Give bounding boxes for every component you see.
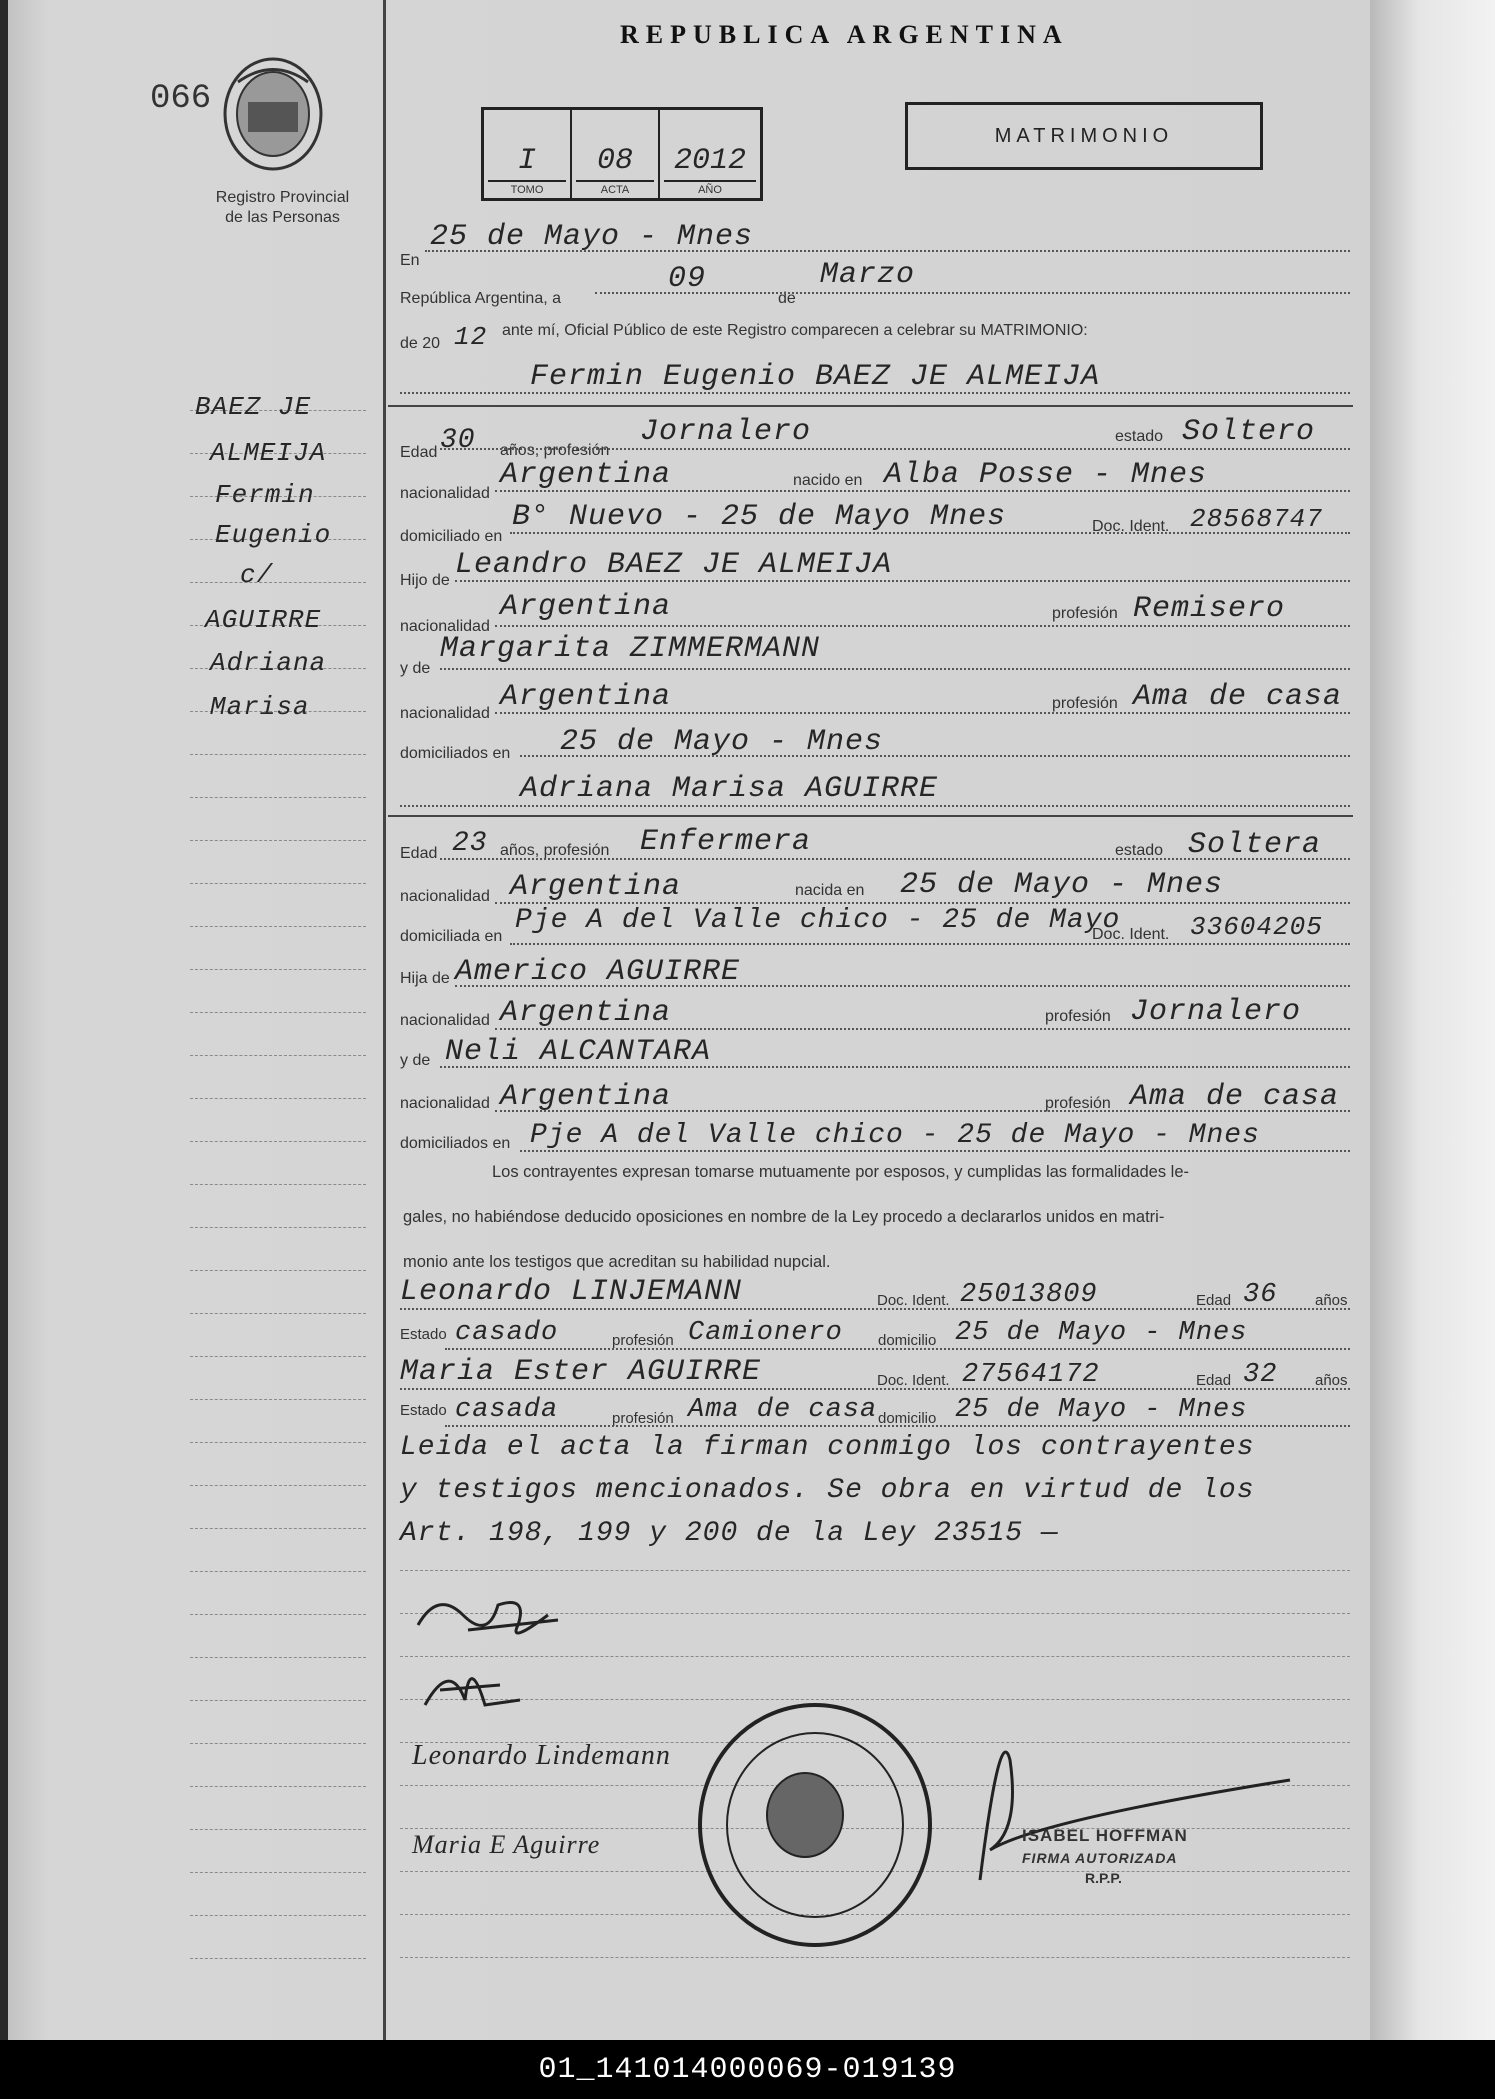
official-org: R.P.P. <box>1085 1870 1122 1886</box>
bride-padre-nac: Argentina <box>500 996 672 1030</box>
witness2-name: Maria Ester AGUIRRE <box>400 1355 762 1389</box>
bride-padre: Americo AGUIRRE <box>455 955 741 989</box>
act-type-box <box>905 102 1263 170</box>
footer-id: 01_141014000069-019139 <box>538 2052 957 2087</box>
margin-line <box>190 1571 366 1573</box>
witness2-estado: casada <box>455 1395 559 1425</box>
closing-line2: y testigos mencionados. Se obra en virtud de los <box>400 1475 1255 1506</box>
margin-line <box>190 1055 366 1057</box>
witness1-edad: 36 <box>1243 1280 1278 1310</box>
acta-reference-table <box>481 107 763 201</box>
witness2-doc: 27564172 <box>962 1360 1100 1390</box>
margin-line <box>190 1743 366 1745</box>
country-title: REPUBLICA ARGENTINA <box>620 20 1069 49</box>
groom-padre-nac: Argentina <box>500 590 672 624</box>
groom-padre-nac-label: nacionalidad <box>400 618 490 635</box>
bride-edad: 23 <box>452 828 488 859</box>
margin-line <box>190 1442 366 1444</box>
witness2-anos-label: años <box>1315 1372 1348 1389</box>
bride-edad-label: Edad <box>400 845 438 862</box>
margin-line <box>190 1829 366 1831</box>
year-prefix: de 20 <box>400 335 441 352</box>
margin-line <box>190 1657 366 1659</box>
margin-line <box>190 840 366 842</box>
margin-line <box>190 1958 366 1960</box>
witness2-profesion-label: profesión <box>612 1410 674 1427</box>
de-label: de <box>778 290 796 307</box>
bride-anos-label: años, profesión <box>500 842 610 859</box>
bride-madre-prof-label: profesión <box>1045 1095 1111 1112</box>
witness1-estado: casado <box>455 1318 559 1348</box>
groom-padre-prof-label: profesión <box>1052 605 1118 622</box>
provincial-seal-icon <box>218 52 328 172</box>
margin-line <box>190 1614 366 1616</box>
closing-line1: Leida el acta la firman conmigo los contrayentes <box>400 1432 1255 1463</box>
margin-line <box>190 797 366 799</box>
bride-doc: 33604205 <box>1190 912 1323 942</box>
groom-madre-nac: Argentina <box>500 680 672 714</box>
margin-line <box>190 1872 366 1874</box>
bride-nacida-en: 25 de Mayo - Mnes <box>900 868 1224 902</box>
groom-estado-label: estado <box>1115 428 1164 445</box>
witness1-profesion-label: profesión <box>612 1332 674 1349</box>
witness2-doc-label: Doc. Ident. <box>877 1372 950 1389</box>
margin-line <box>190 883 366 885</box>
witness2-edad-label: Edad <box>1196 1372 1232 1389</box>
witness1-name: Leonardo LINJEMANN <box>400 1275 743 1309</box>
witness2-domicilio: 25 de Mayo - Mnes <box>955 1395 1248 1425</box>
groom-domicilio: B° Nuevo - 25 de Mayo Mnes <box>512 500 1007 534</box>
witness1-domicilio: 25 de Mayo - Mnes <box>955 1318 1248 1348</box>
witness2-signature: Maria E Aguirre <box>412 1830 601 1859</box>
groom-madre-prof-label: profesión <box>1052 695 1118 712</box>
groom-edad-label: Edad <box>400 444 438 461</box>
registry-label: Registro Provincial de las Personas <box>215 189 350 226</box>
bride-madre-prof: Ama de casa <box>1130 1080 1340 1114</box>
declaration-line1: Los contrayentes expresan tomarse mutuamente por esposos, y cumplidas las formalidades le- <box>492 1163 1190 1181</box>
declaration-line3: monio ante los testigos que acreditan su habilidad nupcial. <box>403 1253 831 1271</box>
signature-line <box>400 1957 1350 1958</box>
groom-estado: Soltero <box>1182 415 1316 449</box>
bride-profesion: Enfermera <box>640 825 812 859</box>
tomo-cell: I TOMO <box>484 110 572 198</box>
groom-yde-label: y de <box>400 660 431 677</box>
margin-line <box>190 1098 366 1100</box>
comparecen-text: ante mí, Oficial Público de este Registro comparecen a celebrar su MATRIMONIO: <box>502 322 1088 339</box>
margin-note-line: Fermin <box>215 480 315 510</box>
bride-nac-label: nacionalidad <box>400 888 490 905</box>
groom-domiciliados-label: domiciliados en <box>400 745 511 762</box>
margin-line <box>190 1485 366 1487</box>
groom-name: Fermin Eugenio BAEZ JE ALMEIJA <box>530 360 1101 394</box>
margin-note-line: Adriana <box>210 648 327 678</box>
witness1-edad-label: Edad <box>1196 1292 1232 1309</box>
official-role: FIRMA AUTORIZADA <box>1022 1850 1178 1866</box>
acta-cell: 08 ACTA <box>572 110 660 198</box>
bride-madre-nac-label: nacionalidad <box>400 1095 490 1112</box>
margin-line <box>190 1313 366 1315</box>
groom-padre-prof: Remisero <box>1133 592 1286 626</box>
witness1-doc-label: Doc. Ident. <box>877 1292 950 1309</box>
anio-cell: 2012 AÑO <box>660 110 760 198</box>
margin-line <box>190 582 366 584</box>
margin-line <box>190 926 366 928</box>
margin-line <box>190 1227 366 1229</box>
groom-nacido-label: nacido en <box>793 472 863 489</box>
groom-doc-label: Doc. Ident. <box>1092 518 1170 535</box>
bride-doc-label: Doc. Ident. <box>1092 926 1170 943</box>
witness2-profesion: Ama de casa <box>688 1395 878 1425</box>
year-suffix: 12 <box>454 322 488 352</box>
bride-madre: Neli ALCANTARA <box>445 1035 712 1069</box>
margin-line <box>190 1270 366 1272</box>
bride-hija-label: Hija de <box>400 970 450 987</box>
margin-note-line: AGUIRRE <box>205 605 322 635</box>
bride-yde-label: y de <box>400 1052 431 1069</box>
bride-signature-icon <box>410 1650 530 1720</box>
groom-nacido-en: Alba Posse - Mnes <box>884 458 1208 492</box>
declaration-line2: gales, no habiéndose deducido oposiciones en nombre de la Ley procedo a declararlos unidos en matri- <box>403 1208 1165 1226</box>
groom-nac-label: nacionalidad <box>400 485 490 502</box>
en-label: En <box>400 252 420 269</box>
margin-line <box>190 1356 366 1358</box>
groom-signature-icon <box>408 1585 578 1655</box>
day-value: 09 <box>668 262 707 296</box>
witness1-domicilio-label: domicilio <box>878 1332 937 1349</box>
month-value: Marzo <box>820 258 916 292</box>
witness2-edad: 32 <box>1243 1360 1278 1390</box>
margin-line <box>190 1399 366 1401</box>
bride-domicilio: Pje A del Valle chico - 25 de Mayo <box>515 905 1121 936</box>
margin-line <box>190 754 366 756</box>
groom-doc: 28568747 <box>1190 504 1323 534</box>
republica-label: República Argentina, a <box>400 290 561 307</box>
bride-padre-prof-label: profesión <box>1045 1008 1111 1025</box>
closing-line3: Art. 198, 199 y 200 de la Ley 23515 — <box>400 1518 1059 1549</box>
margin-note-line: Eugenio <box>215 520 332 550</box>
bride-nacida-label: nacida en <box>795 882 865 899</box>
act-type: MATRIMONIO <box>994 124 1174 147</box>
margin-line <box>190 1700 366 1702</box>
witness1-doc: 25013809 <box>960 1280 1098 1310</box>
witness1-estado-label: Estado <box>400 1326 447 1343</box>
groom-padre: Leandro BAEZ JE ALMEIJA <box>455 548 893 582</box>
margin-line <box>190 1528 366 1530</box>
margin-note-line: ALMEIJA <box>210 438 327 468</box>
bride-padre-nac-label: nacionalidad <box>400 1012 490 1029</box>
signature-line <box>400 1570 1350 1571</box>
margin-line <box>190 1184 366 1186</box>
margin-line <box>190 969 366 971</box>
bride-estado-label: estado <box>1115 842 1164 859</box>
folio-number: 066 <box>150 80 212 118</box>
witness2-domicilio-label: domicilio <box>878 1410 937 1427</box>
groom-dom-label: domiciliado en <box>400 528 503 545</box>
margin-note-line: BAEZ JE <box>195 392 312 422</box>
margin-line <box>190 1915 366 1917</box>
groom-edad: 30 <box>440 425 476 456</box>
groom-nacionalidad: Argentina <box>500 458 672 492</box>
bride-domiciliados-label: domiciliados en <box>400 1135 511 1152</box>
bride-madre-nac: Argentina <box>500 1080 672 1114</box>
place-value: 25 de Mayo - Mnes <box>430 220 754 254</box>
signature-line <box>400 1656 1350 1657</box>
groom-madre: Margarita ZIMMERMANN <box>440 632 821 666</box>
bride-domiciliados: Pje A del Valle chico - 25 de Mayo - Mnes <box>530 1120 1260 1151</box>
bride-nacionalidad: Argentina <box>510 870 682 904</box>
margin-rule <box>383 0 386 2040</box>
groom-madre-nac-label: nacionalidad <box>400 705 490 722</box>
bride-padre-prof: Jornalero <box>1130 995 1302 1029</box>
witness2-estado-label: Estado <box>400 1402 447 1419</box>
bride-name: Adriana Marisa AGUIRRE <box>520 772 939 806</box>
groom-hijo-label: Hijo de <box>400 572 450 589</box>
bride-estado: Soltera <box>1188 828 1322 862</box>
groom-domiciliados: 25 de Mayo - Mnes <box>560 725 884 759</box>
witness1-anos-label: años <box>1315 1292 1348 1309</box>
registry-stamp-icon <box>690 1700 940 1950</box>
groom-madre-prof: Ama de casa <box>1133 680 1343 714</box>
margin-line <box>190 1012 366 1014</box>
margin-line <box>190 1786 366 1788</box>
groom-anos-label: años, profesión <box>500 442 610 459</box>
margin-note-line: c/ <box>240 560 274 590</box>
scan-footer <box>0 2040 1495 2099</box>
witness1-signature: Leonardo Lindemann <box>412 1740 671 1771</box>
official-name: ISABEL HOFFMAN <box>1022 1826 1188 1845</box>
witness1-profesion: Camionero <box>688 1318 843 1348</box>
page-edge <box>1370 0 1495 2040</box>
bride-dom-label: domiciliada en <box>400 928 503 945</box>
groom-profesion: Jornalero <box>640 415 812 449</box>
margin-note-line: Marisa <box>210 692 310 722</box>
margin-line <box>190 1141 366 1143</box>
official-signature-icon <box>950 1700 1300 1900</box>
